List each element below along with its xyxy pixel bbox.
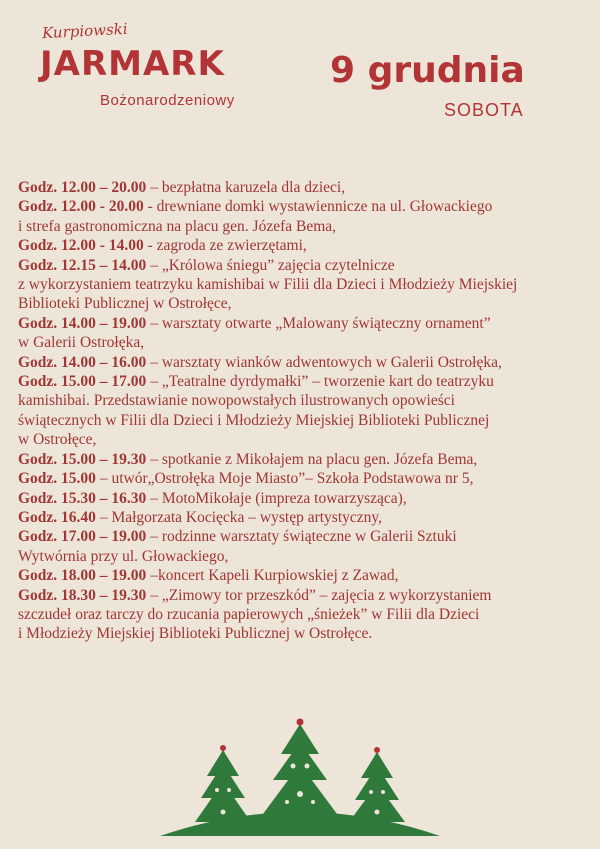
schedule-line (18, 469, 588, 488)
schedule-time: Godz. 18.00 – 19.00 (18, 567, 147, 585)
schedule-line (18, 217, 588, 236)
schedule-description: – „Królowa śniegu” zajęcia czytelnicze (146, 256, 395, 274)
schedule-description: szczudeł oraz tarczy do rzucania papierowych „śnieżek” w Filii dla Dzieci (18, 605, 480, 623)
schedule-description: –koncert Kapeli Kurpiowskiej z Zawad, (146, 567, 399, 585)
schedule-description: – warsztaty wianków adwentowych w Galerii Ostrołęka, (146, 353, 502, 371)
schedule-time: Godz. 15.00 – 17.00 (18, 373, 147, 391)
schedule-line (18, 197, 588, 216)
schedule-line (18, 391, 588, 410)
schedule-time: Godz. 15.00 – 19.30 (18, 450, 147, 468)
schedule-description: kamishibai. Przedstawianie nowopowstałych ilustrowanych opowieści (18, 392, 455, 410)
schedule-time: Godz. 12.15 – 14.00 (18, 256, 147, 274)
schedule-line (18, 236, 588, 255)
event-date: 9 grudnia (330, 50, 525, 91)
header-script-line: Kurpiowski (41, 19, 128, 43)
schedule-description: – „Teatralne dyrdymałki” – tworzenie kart do teatrzyku (146, 373, 494, 391)
schedule-time: Godz. 15.30 – 16.30 (18, 489, 147, 507)
schedule-description: - drewniane domki wystawiennicze na ul. Głowackiego (143, 198, 493, 216)
header-title: JARMARK (40, 44, 225, 84)
schedule-line (18, 353, 588, 372)
schedule-description: w Ostrołęce, (18, 431, 97, 449)
header-subtitle: Bożonarodzeniowy (100, 92, 235, 109)
schedule-line (18, 624, 588, 643)
schedule-line (18, 294, 588, 313)
schedule-description: świątecznych w Filii dla Dzieci i Młodzieży Miejskiej Biblioteki Publicznej (18, 411, 490, 429)
schedule-description: w Galerii Ostrołęka, (18, 334, 145, 352)
schedule-description: i strefa gastronomiczna na placu gen. Józefa Bema, (18, 217, 337, 235)
schedule-time: Godz. 12.00 - 14.00 (18, 237, 144, 255)
schedule-time: Godz. 14.00 – 16.00 (18, 353, 147, 371)
event-weekday: SOBOTA (444, 100, 524, 120)
schedule-description: – Małgorzata Kocięcka – występ artystyczny, (95, 508, 383, 526)
schedule-description: i Młodzieży Miejskiej Biblioteki Publicznej w Ostrołęce. (18, 625, 373, 643)
schedule-description: – utwór„Ostrołęka Moje Miasto”– Szkoła Podstawowa nr 5, (95, 470, 474, 488)
schedule-line (18, 372, 588, 391)
schedule-description: – MotoMikołaje (impreza towarzysząca), (146, 489, 407, 507)
schedule-description: z wykorzystaniem teatrzyku kamishibai w Filii dla Dzieci i Młodzieży Miejskiej (18, 276, 518, 294)
schedule-list (18, 178, 588, 644)
schedule-description: – warsztaty otwarte „Malowany świąteczny ornament” (146, 314, 491, 332)
schedule-line (18, 178, 588, 197)
schedule-line (18, 547, 588, 566)
schedule-line (18, 314, 588, 333)
schedule-line (18, 489, 588, 508)
schedule-description: - zagroda ze zwierzętami, (143, 237, 307, 255)
schedule-time: Godz. 17.00 – 19.00 (18, 528, 147, 546)
schedule-line (18, 275, 588, 294)
schedule-description: Biblioteki Publicznej w Ostrołęce, (18, 295, 232, 313)
schedule-line (18, 605, 588, 624)
schedule-line (18, 411, 588, 430)
schedule-time: Godz. 18.30 – 19.30 (18, 586, 147, 604)
schedule-line (18, 566, 588, 585)
schedule-description: – „Zimowy tor przeszkód” – zajęcia z wykorzystaniem (146, 586, 492, 604)
christmas-trees-illustration (155, 718, 445, 842)
schedule-line (18, 430, 588, 449)
schedule-time: Godz. 12.00 – 20.00 (18, 179, 147, 196)
schedule-line (18, 527, 588, 546)
schedule-line (18, 508, 588, 527)
schedule-line (18, 586, 588, 605)
schedule-time: Godz. 15.00 (18, 470, 96, 488)
schedule-line (18, 450, 588, 469)
schedule-description: Wytwórnia przy ul. Głowackiego, (18, 547, 229, 565)
schedule-description: – spotkanie z Mikołajem na placu gen. Józefa Bema, (146, 450, 478, 468)
schedule-time: Godz. 14.00 – 19.00 (18, 314, 147, 332)
schedule-line (18, 256, 588, 275)
schedule-time: Godz. 16.40 (18, 508, 96, 526)
schedule-time: Godz. 12.00 - 20.00 (18, 198, 144, 216)
schedule-description: – bezpłatna karuzela dla dzieci, (146, 179, 346, 196)
schedule-description: – rodzinne warsztaty świąteczne w Galerii Sztuki (146, 528, 457, 546)
schedule-line (18, 333, 588, 352)
